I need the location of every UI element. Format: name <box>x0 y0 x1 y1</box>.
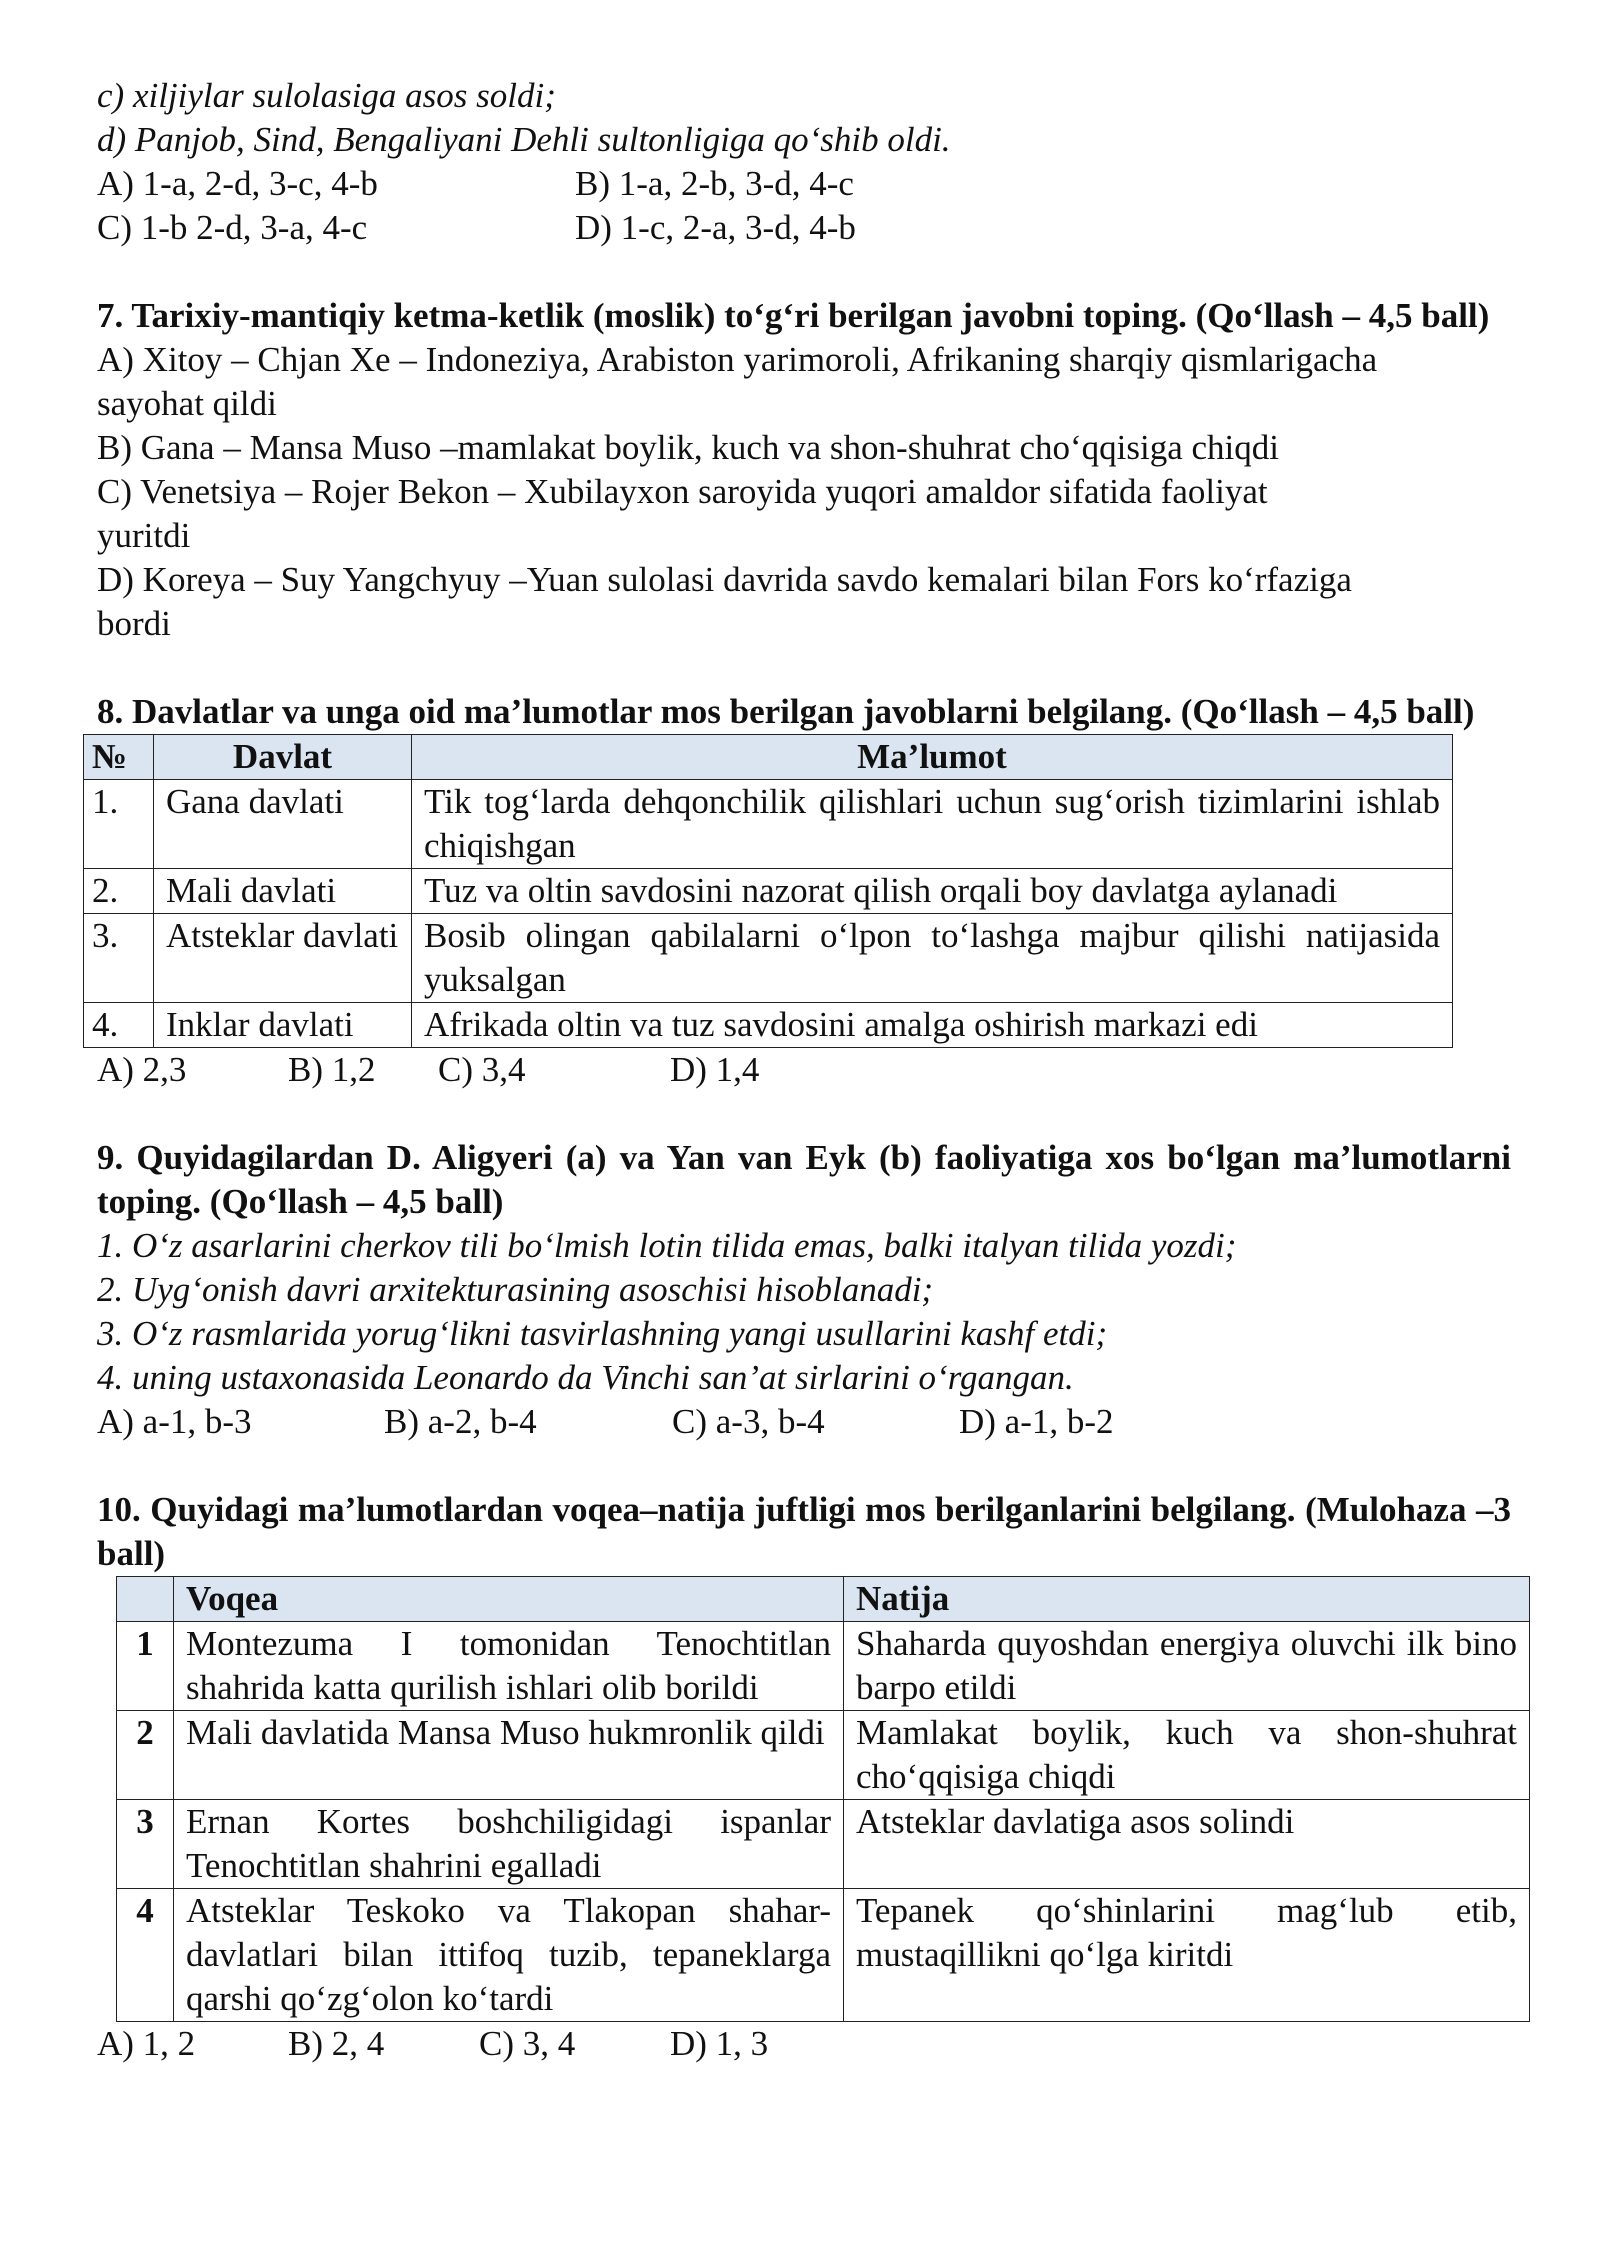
q8-header-num: № <box>84 735 154 780</box>
q8-question: 8. Davlatlar va unga oid ma’lumotlar mos berilgan javoblarni belgilang. (Qo‘llash – 4,5 ball) <box>97 692 1475 731</box>
q9-option-a: A) a-1, b-3 <box>97 1402 252 1441</box>
q8-row-state: Gana davlati <box>154 780 412 869</box>
document-content <box>92 74 1517 2066</box>
q6-option-a: A) 1-a, 2-d, 3-c, 4-b <box>97 164 378 203</box>
q9-option-c: C) a-3, b-4 <box>672 1402 825 1441</box>
q8-row-state: Atsteklar davlati <box>154 914 412 1003</box>
q8-header-info: Ma’lumot <box>412 735 1453 780</box>
q10-row-num: 4 <box>117 1889 174 2022</box>
q9-question: 9. Quyidagilardan D. Aligyeri (a) va Yan van Eyk (b) faoliyatiga xos bo‘lgan ma’lumotlarni toping. (Qo‘llash – 4,5 ball) <box>97 1138 1511 1221</box>
q10-row-num: 1 <box>117 1622 174 1711</box>
q6-item-d: d) Panjob, Sind, Bengaliyani Dehli sultonligiga qo‘shib oldi. <box>97 120 951 159</box>
table-row <box>84 780 1453 869</box>
q7-option-d-cont: bordi <box>97 604 171 643</box>
q6-options <box>97 162 1511 250</box>
q7-option-d: D) Koreya – Suy Yangchyuy –Yuan sulolasi davrida savdo kemalari bilan Fors ko‘rfaziga <box>97 560 1352 599</box>
q10-header-num <box>117 1577 174 1622</box>
q10-header-event: Voqea <box>174 1577 844 1622</box>
q8-row-num: 1. <box>84 780 154 869</box>
q7-option-c-cont: yuritdi <box>97 516 191 555</box>
q10-table-header <box>117 1577 1530 1622</box>
q10-row-event: Atsteklar Teskoko va Tlakopan shahar-davlatlari bilan ittifoq tuzib, tepaneklarga qarshi qo‘zg‘olon ko‘tardi <box>174 1889 844 2022</box>
q8-row-state: Mali davlati <box>154 869 412 914</box>
table-row <box>117 1622 1530 1711</box>
q8-table-header <box>84 735 1453 780</box>
q7-option-a-cont: sayohat qildi <box>97 384 277 423</box>
q8-row-num: 2. <box>84 869 154 914</box>
q8-row-info: Tik tog‘larda dehqonchilik qilishlari uchun sug‘orish tizimlarini ishlab chiqishgan <box>412 780 1453 869</box>
q9-item-2: 2. Uyg‘onish davri arxitekturasining asoschisi hisoblanadi; <box>97 1270 934 1309</box>
table-row <box>117 1711 1530 1800</box>
q8-options <box>97 1048 1511 1092</box>
q8-option-a: A) 2,3 <box>97 1050 187 1089</box>
q7-option-b: B) Gana – Mansa Muso –mamlakat boylik, kuch va shon-shuhrat cho‘qqisiga chiqdi <box>97 428 1280 467</box>
q7-option-c: C) Venetsiya – Rojer Bekon – Xubilayxon saroyida yuqori amaldor sifatida faoliyat <box>97 472 1268 511</box>
q8-header-state: Davlat <box>154 735 412 780</box>
q10-option-b: B) 2, 4 <box>288 2024 385 2063</box>
q8-option-b: B) 1,2 <box>288 1050 376 1089</box>
q9-items <box>97 1224 1511 1400</box>
q10-row-num: 3 <box>117 1800 174 1889</box>
q7-question: 7. Tarixiy-mantiqiy ketma-ketlik (moslik) to‘g‘ri berilgan javobni toping. (Qo‘llash – 4,5 ball) <box>97 296 1490 335</box>
q8-row-info: Bosib olingan qabilalarni o‘lpon to‘lashga majbur qilishi natijasida yuksalgan <box>412 914 1453 1003</box>
q8-row-state: Inklar davlati <box>154 1003 412 1048</box>
table-row <box>84 869 1453 914</box>
q10-option-d: D) 1, 3 <box>670 2024 769 2063</box>
q10-option-c: C) 3, 4 <box>479 2024 576 2063</box>
q10-row-result: Atsteklar davlatiga asos solindi <box>844 1800 1530 1889</box>
q9-option-b: B) a-2, b-4 <box>384 1402 537 1441</box>
table-row <box>117 1800 1530 1889</box>
q10-question: 10. Quyidagi ma’lumotlardan voqea–natija juftligi mos berilganlarini belgilang. (Mulohaza –3 ball) <box>97 1490 1511 1573</box>
q7-option-a: A) Xitoy – Chjan Xe – Indoneziya, Arabiston yarimoroli, Afrikaning sharqiy qismlarigacha <box>97 340 1378 379</box>
q10-row-event: Ernan Kortes boshchiligidagi ispanlar Tenochtitlan shahrini egalladi <box>174 1800 844 1889</box>
q6-item-c: c) xiljiylar sulolasiga asos soldi; <box>97 76 556 115</box>
q6-option-b: B) 1-a, 2-b, 3-d, 4-c <box>575 164 854 203</box>
q9-item-1: 1. O‘z asarlarini cherkov tili bo‘lmish lotin tilida emas, balki italyan tilida yozdi; <box>97 1226 1237 1265</box>
q10-option-a: A) 1, 2 <box>97 2024 196 2063</box>
q9-item-3: 3. O‘z rasmlarida yorug‘likni tasvirlashning yangi usullarini kashf etdi; <box>97 1314 1108 1353</box>
q10-row-event: Mali davlatida Mansa Muso hukmronlik qildi <box>174 1711 844 1800</box>
table-row <box>84 914 1453 1003</box>
q10-row-num: 2 <box>117 1711 174 1800</box>
table-row <box>117 1889 1530 2022</box>
q8-option-d: D) 1,4 <box>670 1050 760 1089</box>
q9-option-d: D) a-1, b-2 <box>959 1402 1114 1441</box>
q7-options <box>97 338 1511 646</box>
q10-row-result: Shaharda quyoshdan energiya oluvchi ilk bino barpo etildi <box>844 1622 1530 1711</box>
q6-option-d: D) 1-c, 2-a, 3-d, 4-b <box>575 208 856 247</box>
q6-option-c: C) 1-b 2-d, 3-a, 4-c <box>97 208 368 247</box>
q10-row-result: Tepanek qo‘shinlarini mag‘lub etib, mustaqillikni qo‘lga kiritdi <box>844 1889 1530 2022</box>
q8-row-info: Afrikada oltin va tuz savdosini amalga oshirish markazi edi <box>412 1003 1453 1048</box>
q8-row-info: Tuz va oltin savdosini nazorat qilish orqali boy davlatga aylanadi <box>412 869 1453 914</box>
q10-row-event: Montezuma I tomonidan Tenochtitlan shahrida katta qurilish ishlari olib borildi <box>174 1622 844 1711</box>
q10-row-result: Mamlakat boylik, kuch va shon-shuhrat cho‘qqisiga chiqdi <box>844 1711 1530 1800</box>
q9-item-4: 4. uning ustaxonasida Leonardo da Vinchi san’at sirlarini o‘rgangan. <box>97 1358 1074 1397</box>
table-row <box>84 1003 1453 1048</box>
q6-items <box>97 74 1511 162</box>
q8-option-c: C) 3,4 <box>438 1050 526 1089</box>
q10-options <box>97 2022 1511 2066</box>
q8-row-num: 3. <box>84 914 154 1003</box>
q10-table <box>116 1576 1530 2022</box>
q8-table <box>83 734 1453 1048</box>
q9-options <box>97 1400 1511 1444</box>
q8-row-num: 4. <box>84 1003 154 1048</box>
q10-header-result: Natija <box>844 1577 1530 1622</box>
